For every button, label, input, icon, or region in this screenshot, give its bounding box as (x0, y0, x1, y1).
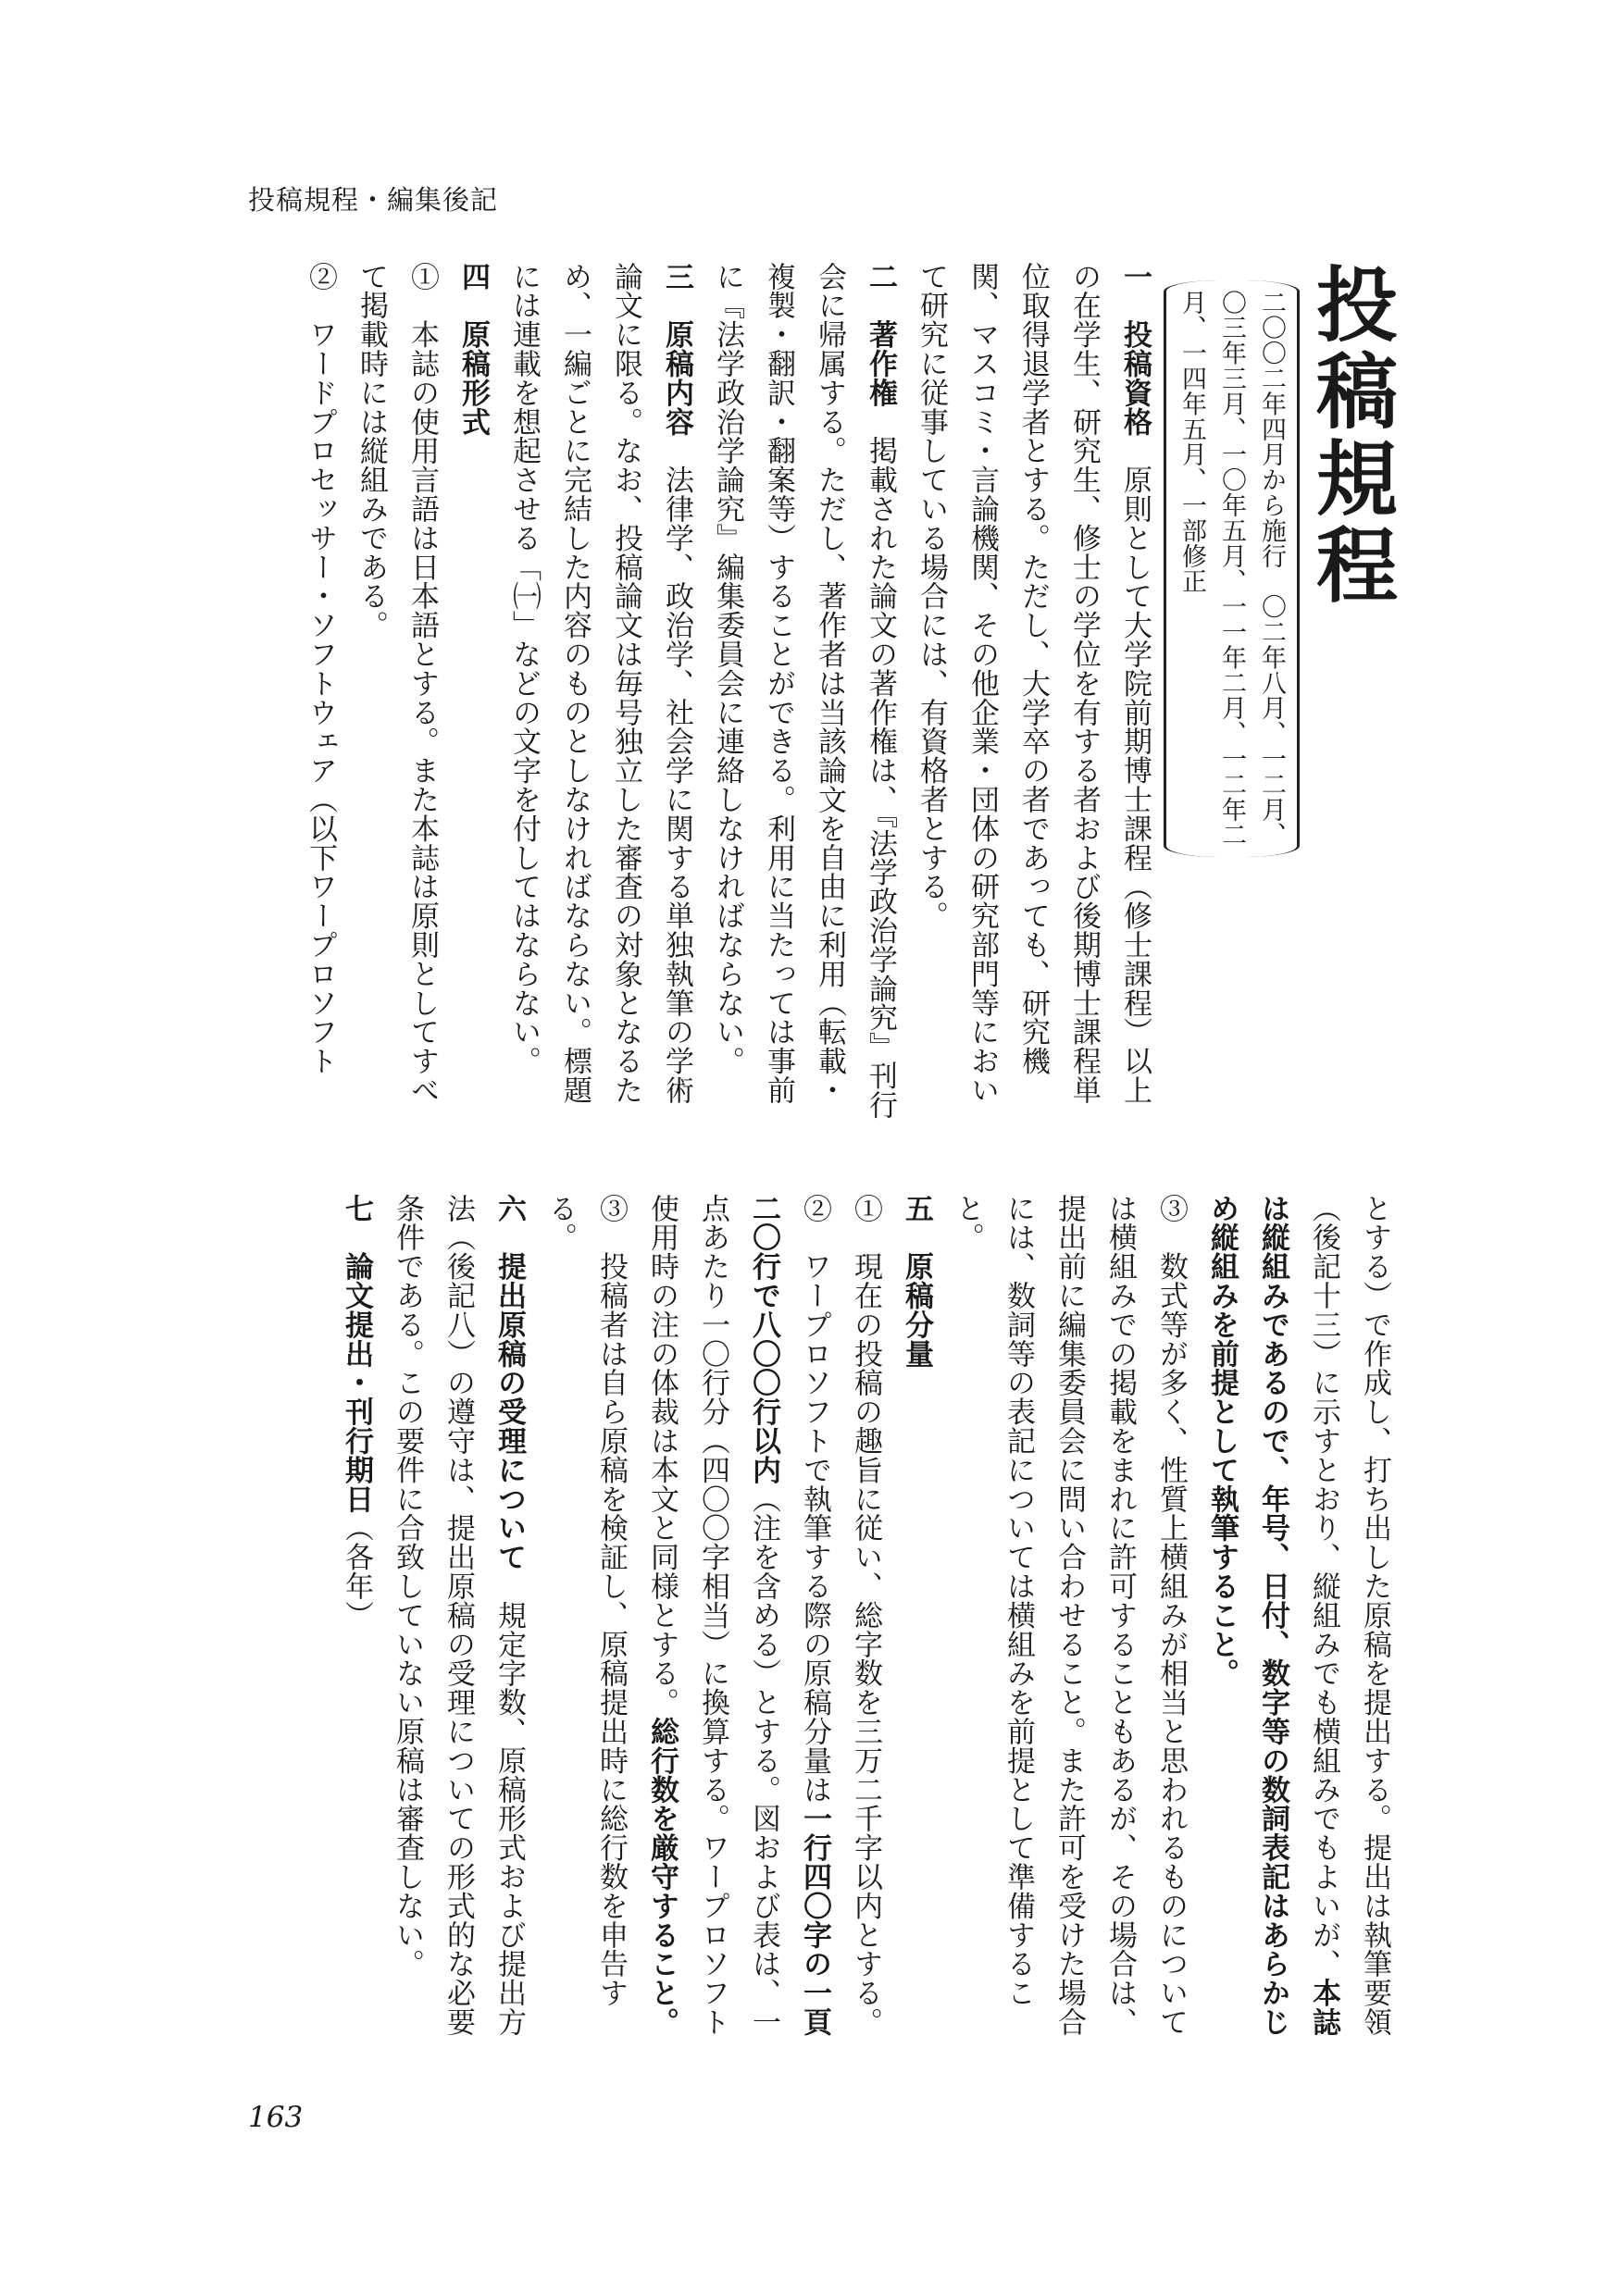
section-7-tail: （各年） (340, 1513, 373, 1631)
section-2-heading: 二 著作権 (864, 262, 897, 407)
section-3 (498, 262, 702, 1123)
section-4-item-2-continued (1196, 1194, 1400, 2045)
section-5-item-1: ① 現在の投稿の趣旨に従い、総字数を三万二千字以内とする。 (849, 1194, 882, 2037)
section-5-item-2-emphasis-1: 一行四〇字の一頁二〇行で八〇〇行以内 (747, 1194, 831, 2037)
section-4-heading: 四 原稿形式 (456, 262, 490, 437)
section-3-heading: 三 原稿内容 (660, 262, 693, 437)
section-1 (905, 262, 1160, 1123)
section-4-item-1: ① 本誌の使用言語は日本語とする。また本誌は原則としてすべて掲載時には縦組みである。 (355, 262, 439, 1105)
section-4-item-2-emphasis: 本誌は縦組みであるので、年号、日付、数字等の数詞表記はあらかじめ縦組みを前提として執筆すること。 (1205, 1194, 1340, 2037)
decree-line-2: 〇三年三月、一〇年五月、一一年二月、一二年二 (1217, 290, 1246, 848)
page-number: 163 (248, 2101, 304, 2134)
section-2 (702, 262, 905, 1123)
section-5-item-2-text-a: ② ワープロソフトで執筆する際の原稿分量は (798, 1194, 831, 1805)
section-5-heading: 五 原稿分量 (900, 1194, 933, 1369)
page-title: 投稿規程 (1303, 262, 1400, 610)
section-6-body: 規定字数、原稿形式および提出方法（後記八）の遵守は、提出原稿の受理についての形式的な必要条件である。この要件に合致していない原稿は審査しない。 (391, 1194, 526, 2037)
section-4-item-2-start: ② ワードプロセッサー・ソフトウェア（以下ワープロソフト (304, 262, 337, 1076)
section-5-item-2 (636, 1194, 840, 2045)
section-5-item-3: ③ 投稿者は自ら原稿を検証し、原稿提出時に総行数を申告する。 (543, 1194, 628, 2008)
section-4-item-2-text: とする）で作成し、打ち出した原稿を提出する。提出は執筆要領（後記十三）に示すとおり、縦組みでも横組みでもよいが、 (1307, 1194, 1391, 2037)
section-7-heading: 七 論文提出・刊行期日 (340, 1194, 373, 1514)
decree-line-1: 二〇〇二年四月から施行 〇二年八月、一二月、 (1257, 290, 1286, 848)
section-7 (330, 1194, 381, 2045)
upper-text-block (261, 262, 1400, 1123)
section-4-item-3: ③ 数式等が多く、性質上横組みが相当と思われるものについては横組みでの掲載をまれに許可することもあるが、その場合は、提出前に編集委員会に問い合わせること。また許可を受けた場合には、数詞等の表記については横組みを前提として準備すること。 (951, 1194, 1188, 2037)
section-3-body: 法律学、政治学、社会学に関する単独執筆の学術論文に限る。なお、投稿論文は毎号独立した審査の対象となるため、一編ごとに完結した内容のものとしなければならない。標題には連載を想起させる「㈠」などの文字を付してはならない。 (507, 262, 693, 1105)
section-6-heading: 六 提出原稿の受理について (492, 1194, 526, 1572)
section-5-item-2-text-b: （注を含める）とする。図および表は、一点あたり一〇行分（四〇〇字相当）に換算する。ワープロソフト使用時の注の体裁は本文と同様とする。 (645, 1194, 780, 2037)
decree-line-3: 月、一四年五月、一部修正 (1177, 290, 1206, 594)
section-1-heading: 一 投稿資格 (1118, 262, 1152, 437)
section-5-item-2-emphasis-2: 総行数を厳守すること。 (645, 1717, 679, 2037)
running-head: 投稿規程・編集後記 (248, 184, 499, 216)
section-2-body: 掲載された論文の著作権は、『法学政治学論究』刊行会に帰属する。ただし、著作者は当該論文を自由に利用（転載・複製・翻訳・翻案等）することができる。利用に当たっては事前に『法学政治学論究』編集委員会に連絡しなければならない。 (711, 262, 897, 1120)
section-1-body: 原則として大学院前期博士課程（修士課程）以上の在学生、研究生、修士の学位を有する者および後期博士課程単位取得退学者とする。ただし、大学卒の者であっても、研究機関、マスコミ・言論機関、その他企業・団体の研究部門等において研究に従事している場合には、有資格者とする。 (915, 262, 1152, 1105)
lower-text-block (261, 1194, 1400, 2045)
section-6 (381, 1194, 534, 2045)
decree-note (1164, 280, 1300, 857)
